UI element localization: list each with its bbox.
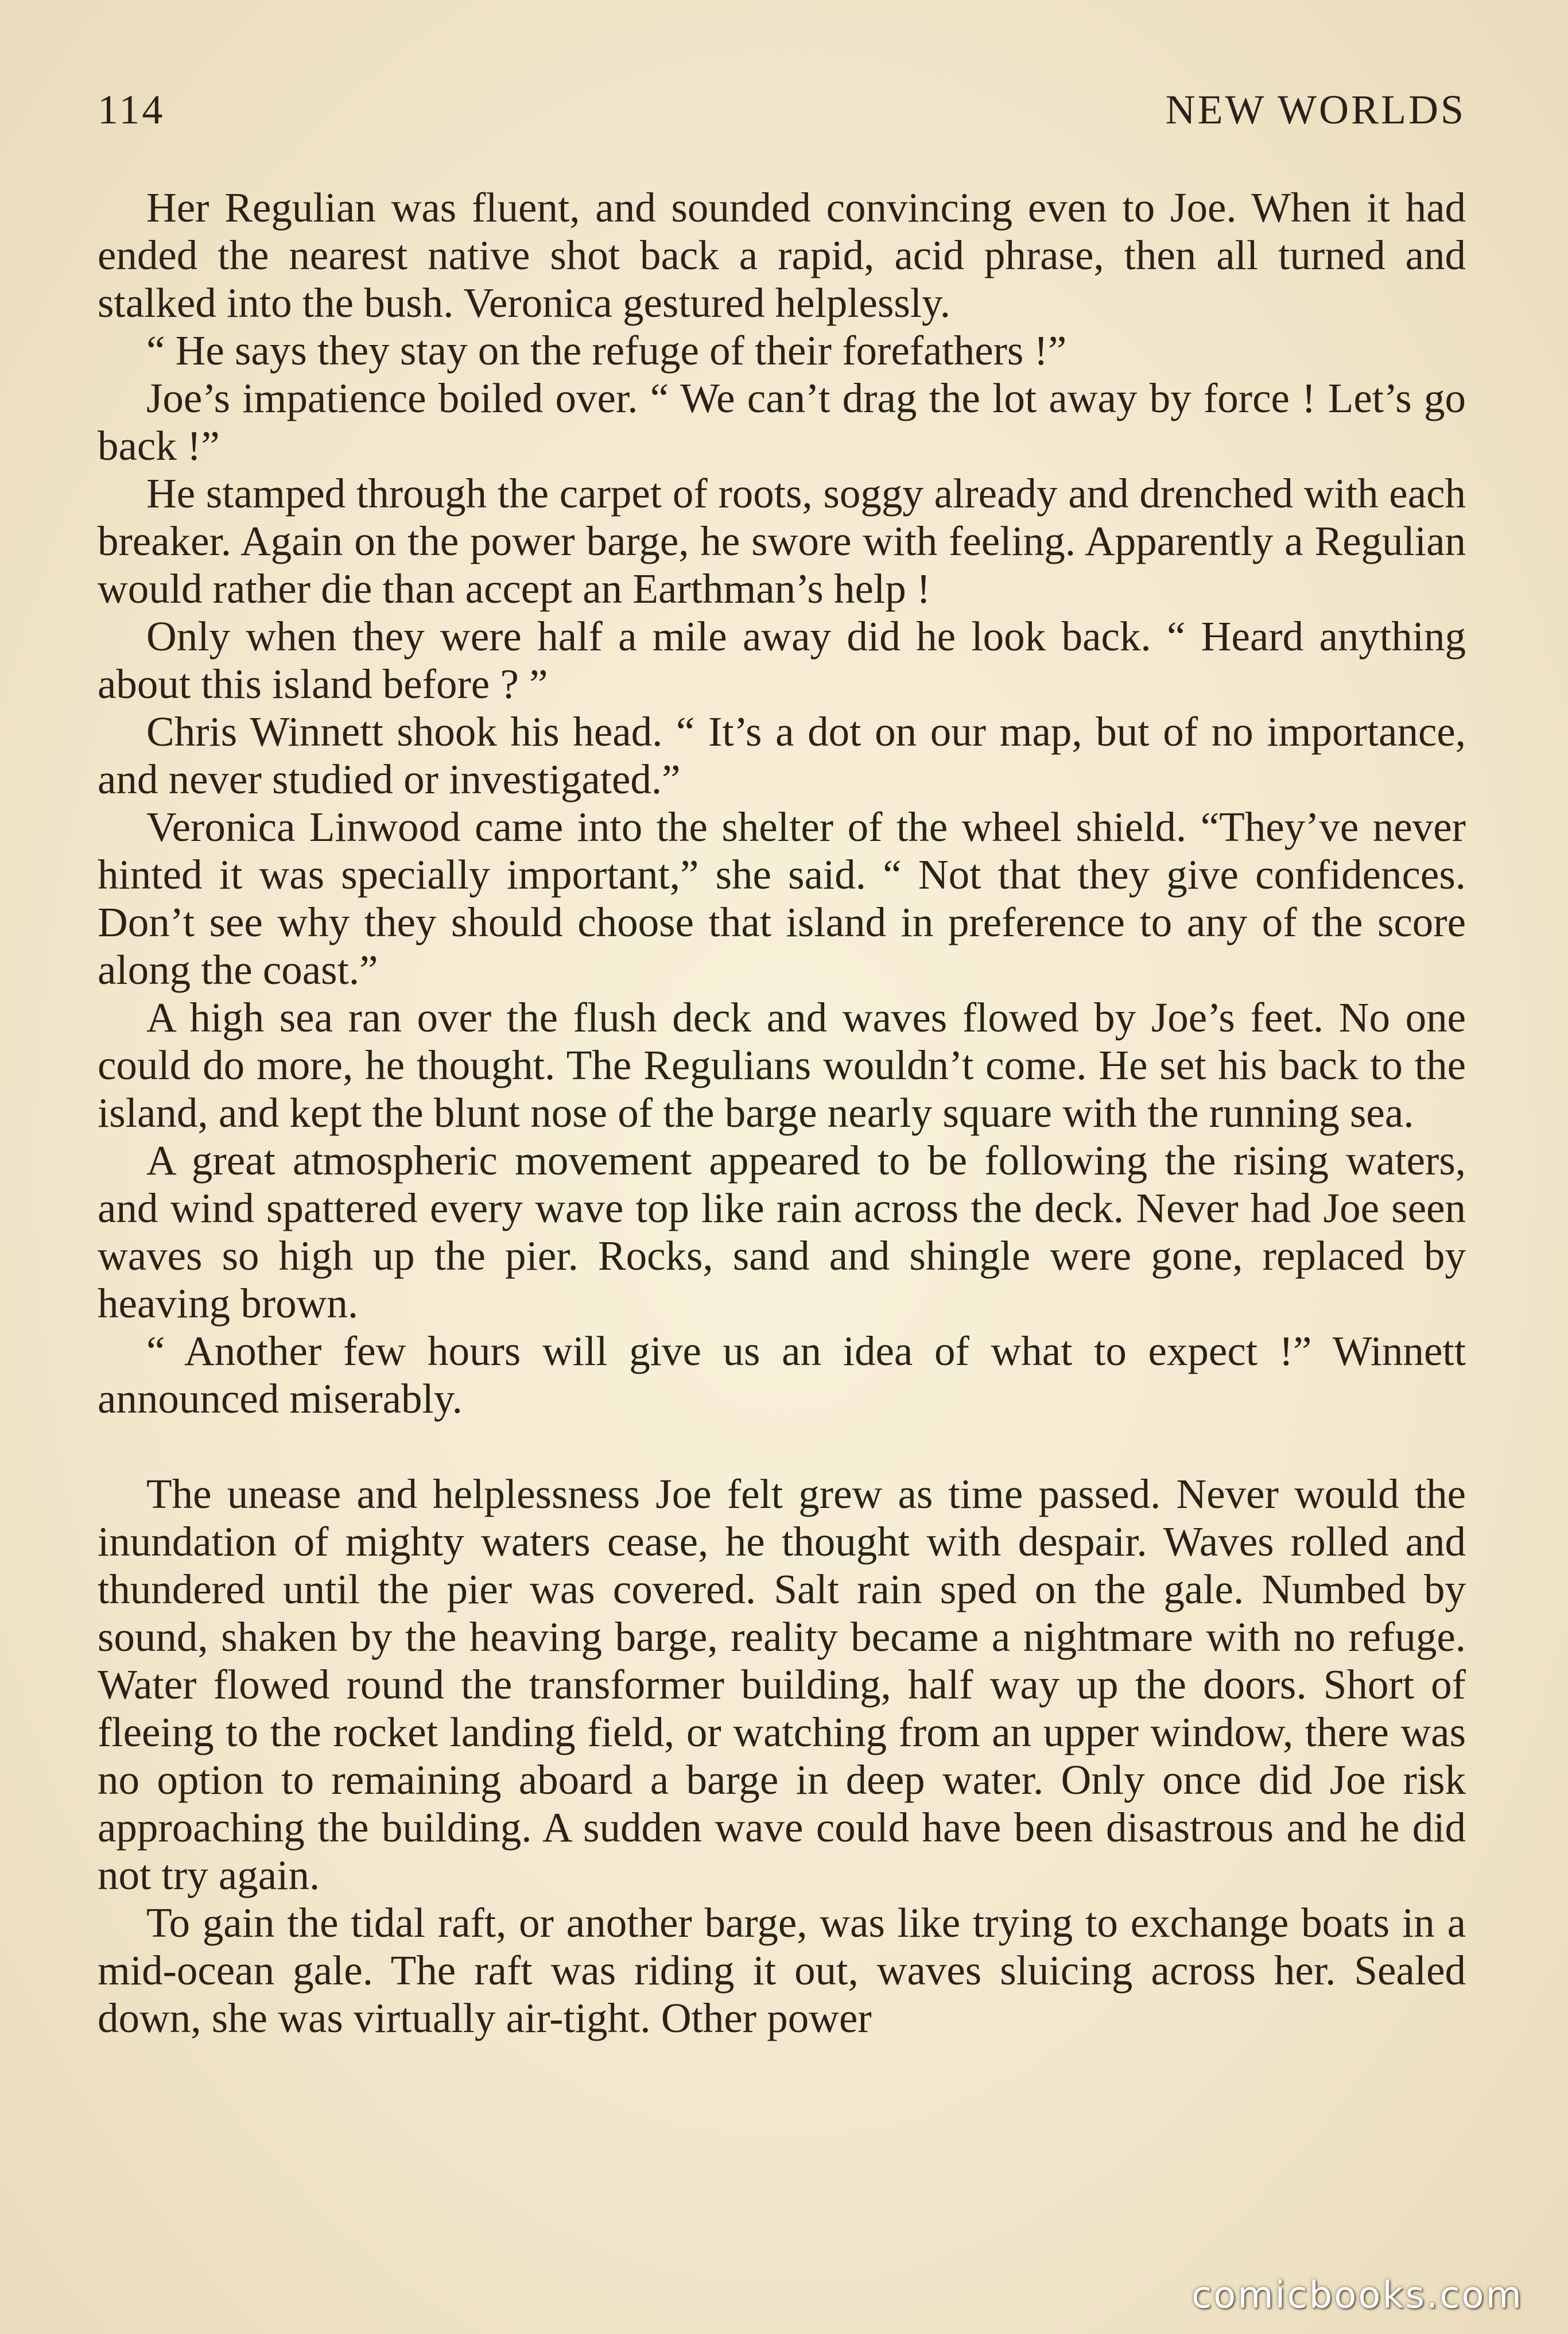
paragraph: “ He says they stay on the refuge of their forefathers !” [146, 327, 1067, 374]
running-header [98, 86, 1466, 144]
paragraph: Joe’s impatience boiled over. “ We can’t drag the lot away by force ! Let’s go back !” [98, 375, 1466, 469]
body-text [98, 184, 1466, 2042]
paragraph: A high sea ran over the flush deck and waves flowed by Joe’s feet. No one could do more, he thought. The Regulians wouldn’t come. He set his back to the island, and kept the blunt nose of the barge nearly square with the running sea. [98, 994, 1466, 1136]
watermark: comicbooks.com [1191, 2274, 1523, 2317]
paragraph: Only when they were half a mile away did he look back. “ Heard anything about this island before ? ” [98, 613, 1466, 707]
page-number: 114 [98, 87, 165, 133]
paragraph: Veronica Linwood came into the shelter of the wheel shield. “They’ve never hinted it was specially important,” she said. “ Not that they give confidences. Don’t see why they should choose that island in preference to any of the score along the coast.” [98, 804, 1466, 993]
paragraph: Chris Winnett shook his head. “ It’s a dot on our map, but of no importance, and never studied or investigated.” [98, 708, 1466, 802]
paragraph: A great atmospheric movement appeared to be following the rising waters, and wind spattered every wave top like rain across the deck. Never had Joe seen waves so high up the pier. Rocks, sand and shingle were gone, replaced by heaving brown. [98, 1137, 1466, 1327]
paragraph: Her Regulian was fluent, and sounded convincing even to Joe. When it had ended the nearest native shot back a rapid, acid phrase, then all turned and stalked into the bush. Veronica gestured helplessly. [98, 184, 1466, 326]
paragraph: “ Another few hours will give us an idea of what to expect !” Winnett announced miserably. [98, 1328, 1466, 1422]
paragraph: To gain the tidal raft, or another barge, was like trying to exchange boats in a mid-ocean gale. The raft was riding it out, waves sluicing across her. Sealed down, she was virtually air-tight. Other power [98, 1899, 1466, 2041]
running-title: NEW WORLDS [1165, 87, 1466, 133]
paragraph: He stamped through the carpet of roots, soggy already and drenched with each breaker. Again on the power barge, he swore with feeling. Apparently a Regulian would rather die than accept an Earthman’s help ! [98, 470, 1466, 612]
paragraph: The unease and helplessness Joe felt grew as time passed. Never would the inundation of mighty waters cease, he thought with despair. Waves rolled and thundered until the pier was covered. Salt rain sped on the gale. Numbed by sound, shaken by the heaving barge, reality became a nightmare with no refuge. Water flowed round the transformer building, half way up the doors. Short of fleeing to the rocket landing field, or watching from an upper window, there was no option to remaining aboard a barge in deep water. Only once did Joe risk approaching the building. A sudden wave could have been disastrous and he did not try again. [98, 1471, 1466, 1898]
